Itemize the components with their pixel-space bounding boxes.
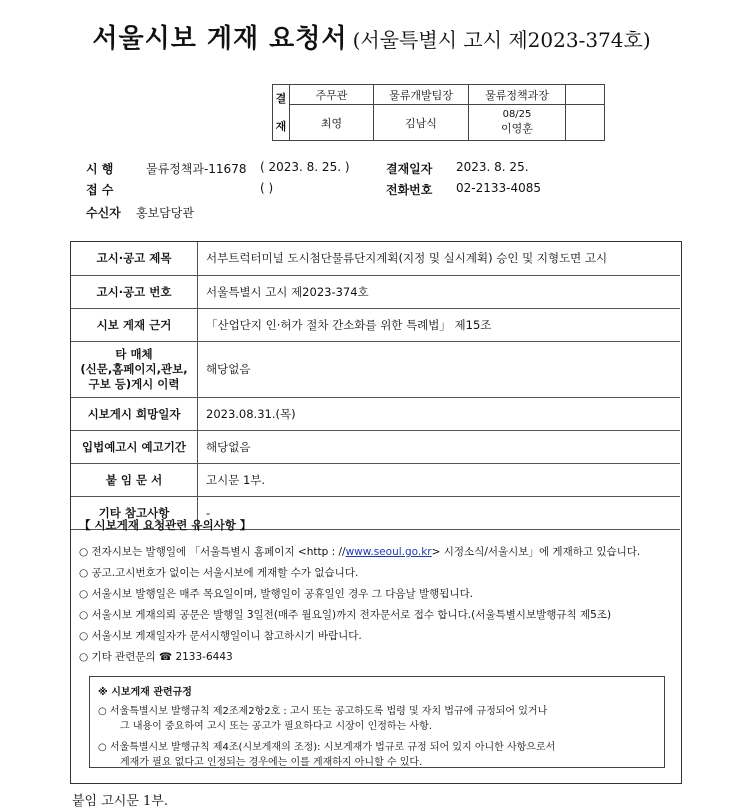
note-item: ○ 공고.고시번호가 없이는 서울시보에 게재할 수가 없습니다. xyxy=(79,567,359,579)
approval-role: 주무관 xyxy=(290,85,374,105)
seoul-homepage-link[interactable]: www.seoul.go.kr xyxy=(345,546,432,558)
page-title xyxy=(0,18,743,55)
rule-line: ○ 서울특별시보 발행규칙 제2조제2항2호 : 고시 또는 공고하도록 법령 및 자치 법규에 규정되어 있거나 xyxy=(98,706,548,717)
row-key: 기타 참고사항 xyxy=(71,496,198,529)
approval-signer-with-date xyxy=(469,105,566,141)
table-row xyxy=(71,397,680,430)
row-value: 서부트럭터미널 도시첨단물류단지계획(지정 및 실시계획) 승인 및 지형도면 고시 xyxy=(198,242,681,275)
rule-line: 게재가 필요 없다고 인정되는 경우에는 이를 게재하지 아니할 수 있다. xyxy=(120,757,423,768)
row-value: 해당없음 xyxy=(198,430,681,463)
enforce-date: ( 2023. 8. 25. ) xyxy=(260,160,350,174)
approval-role: 물류개발팀장 xyxy=(374,85,469,105)
attachment-footer: 붙임 고시문 1부. xyxy=(72,794,169,809)
table-row xyxy=(71,430,680,463)
row-key: 타 매체 (신문,홈페이지,관보, 구보 등)게시 이력 xyxy=(71,341,198,397)
rule-line: ○ 서울특별시보 발행규칙 제4조(시보게재의 조정): 시보게재가 법규로 규정 되어 있지 아니한 사항으로서 xyxy=(98,742,556,753)
row-key: 붙 임 문 서 xyxy=(71,463,198,496)
row-value: 고시문 1부. xyxy=(198,463,681,496)
receipt-date: ( ) xyxy=(260,181,274,195)
enforce-value: 물류정책과-11678 xyxy=(146,162,247,176)
approval-date-label: 결재일자 xyxy=(386,162,433,176)
rule-line: 그 내용이 중요하여 고시 또는 공고가 필요하다고 시장이 인정하는 사항. xyxy=(120,721,432,732)
row-value: 서울특별시 고시 제2023-374호 xyxy=(198,275,681,308)
row-key: 고시·공고 번호 xyxy=(71,275,198,308)
note-text: > 시정소식/서울시보」에 게재하고 있습니다. xyxy=(431,546,641,558)
row-value: - xyxy=(198,496,681,529)
phone-label: 전화번호 xyxy=(386,183,433,197)
recipient-value: 홍보담당관 xyxy=(136,206,194,220)
approval-signer: 최영 xyxy=(290,105,374,141)
table-row xyxy=(71,463,680,496)
approval-signer: 김남식 xyxy=(374,105,469,141)
row-key: 시보 게재 근거 xyxy=(71,308,198,341)
request-form xyxy=(70,241,682,784)
approval-empty xyxy=(566,85,605,105)
rules-box xyxy=(89,676,665,768)
row-value: 해당없음 xyxy=(198,341,681,397)
phone-value: 02-2133-4085 xyxy=(456,181,542,195)
table-row xyxy=(71,242,680,275)
approval-empty xyxy=(566,105,605,141)
approval-label: 결 재 xyxy=(273,85,290,141)
notes-section xyxy=(79,517,679,670)
approval-role: 물류정책과장 xyxy=(469,85,566,105)
row-key: 입법예고시 예고기간 xyxy=(71,430,198,463)
recipient-label: 수신자 xyxy=(86,206,121,220)
approval-box xyxy=(272,84,605,141)
title-sub: (서울특별시 고시 제2023-374호) xyxy=(352,28,651,52)
rules-heading: ※ 시보게재 관련규정 xyxy=(98,687,192,698)
enforce-label: 시 행 xyxy=(86,162,114,176)
note-text: ○ 전자시보는 발행일에 「서울특별시 홈페이지 <http : // xyxy=(79,546,346,558)
row-key: 고시·공고 제목 xyxy=(71,242,198,275)
approval-date-value: 2023. 8. 25. xyxy=(456,160,529,174)
receipt-label: 접 수 xyxy=(86,183,114,197)
table-row xyxy=(71,308,680,341)
table-row xyxy=(71,275,680,308)
rule-item xyxy=(98,704,656,734)
request-table xyxy=(71,242,680,530)
approval-signer: 이영훈 xyxy=(501,122,533,135)
approval-date: 08/25 xyxy=(502,109,532,120)
title-main: 서울시보 게재 요청서 xyxy=(92,24,348,54)
row-value: 2023.08.31.(목) xyxy=(198,397,681,430)
notes-heading: 【 시보게재 요청관련 유의사항 】 xyxy=(79,518,252,532)
table-row xyxy=(71,341,680,397)
note-item: ○ 기타 관련문의 ☎ 2133-6443 xyxy=(79,651,233,663)
row-key: 시보게시 희망일자 xyxy=(71,397,198,430)
note-item: ○ 서울시보 발행일은 매주 목요일이며, 발행일이 공휴일인 경우 그 다음날 발행됩니다. xyxy=(79,588,474,600)
note-item: ○ 서울시보 게재의뢰 공문은 발행일 3일전(매주 월요일)까지 전자문서로 접수 합니다.(서울특별시보발행규칙 제5조) xyxy=(79,609,612,621)
note-item xyxy=(79,544,679,565)
rule-item xyxy=(98,740,656,770)
row-value: 「산업단지 인·허가 절차 간소화를 위한 특례법」 제15조 xyxy=(198,308,681,341)
note-item: ○ 서울시보 게재일자가 문서시행일이니 참고하시기 바랍니다. xyxy=(79,630,362,642)
